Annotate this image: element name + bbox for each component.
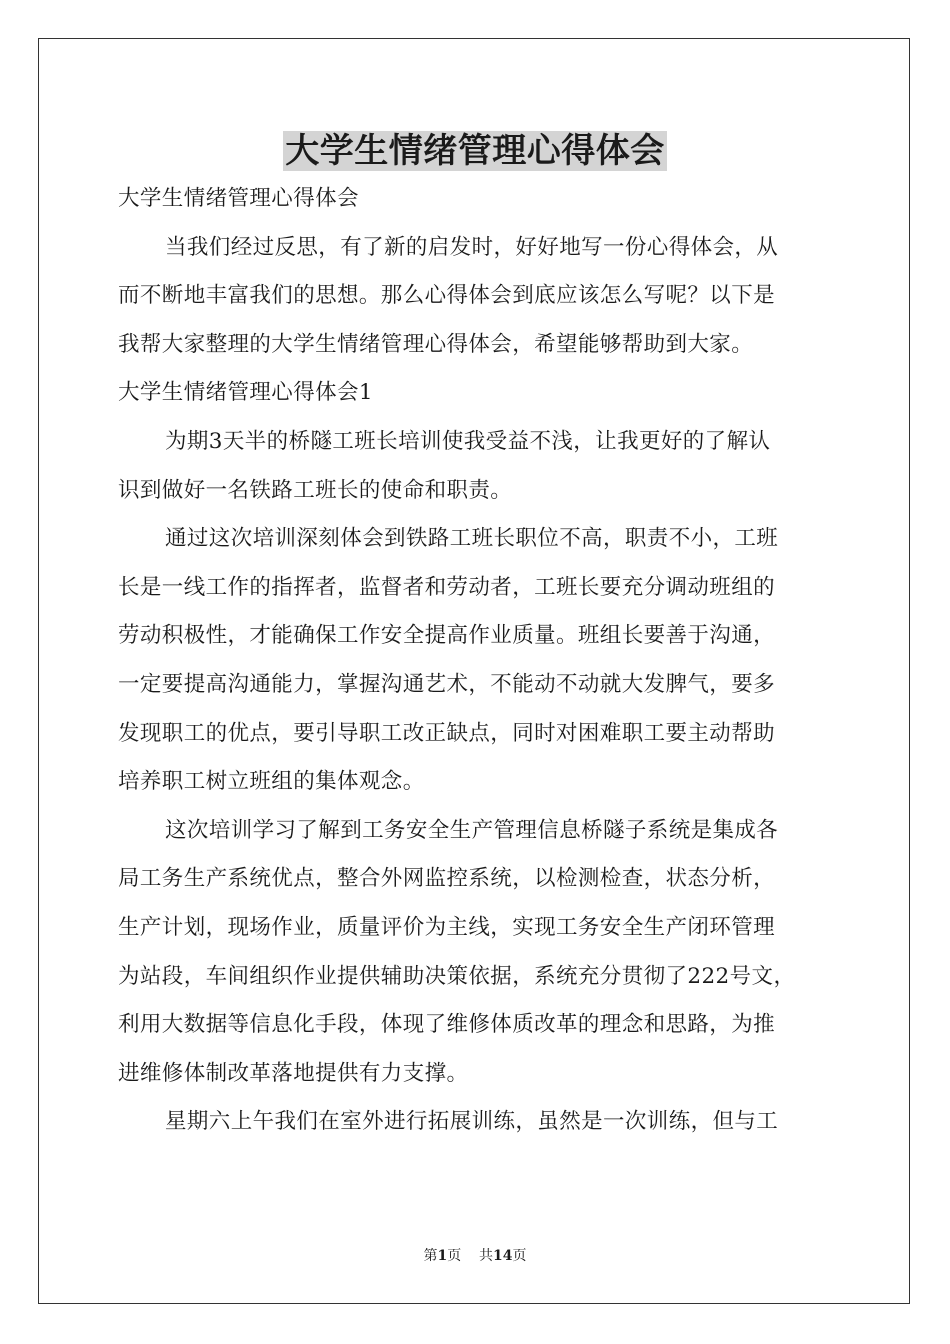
text-line: 一定要提高沟通能力，掌握沟通艺术，不能动不动就大发脾气，要多 xyxy=(118,671,776,697)
document-title: 大学生情绪管理心得体会 xyxy=(285,131,665,171)
text-line: 培养职工树立班组的集体观念。 xyxy=(118,769,425,795)
text-line: 为站段，车间组织作业提供辅助决策依据，系统充分贯彻了222号文， xyxy=(118,963,796,989)
footer-prefix: 第 xyxy=(423,1248,438,1264)
text-line: 识到做好一名铁路工班长的使命和职责。 xyxy=(118,477,513,503)
text-line: 大学生情绪管理心得体会1 xyxy=(118,380,373,406)
text-line: 通过这次培训深刻体会到铁路工班长职位不高，职责不小，工班 xyxy=(165,526,779,552)
text-line: 而不断地丰富我们的思想。那么心得体会到底应该怎么写呢？以下是 xyxy=(118,283,776,309)
text-line: 发现职工的优点，要引导职工改正缺点，同时对困难职工要主动帮助 xyxy=(118,720,776,746)
text-line: 进维修体制改革落地提供有力支撑。 xyxy=(118,1060,469,1086)
footer-page-number: 1 xyxy=(437,1248,448,1264)
text-line: 生产计划，现场作业，质量评价为主线，实现工务安全生产闭环管理 xyxy=(118,914,776,940)
footer-total-unit: 页 xyxy=(512,1248,527,1264)
text-line: 大学生情绪管理心得体会 xyxy=(118,186,359,211)
footer-page-unit: 页 xyxy=(447,1248,462,1264)
text-line: 利用大数据等信息化手段，体现了维修体质改革的理念和思路，为推 xyxy=(118,1012,776,1038)
text-line: 当我们经过反思，有了新的启发时，好好地写一份心得体会，从 xyxy=(165,234,779,260)
page-footer xyxy=(0,1247,950,1265)
text-line: 我帮大家整理的大学生情绪管理心得体会，希望能够帮助到大家。 xyxy=(118,331,754,357)
text-line: 为期3天半的桥隧工班长培训使我受益不浅，让我更好的了解认 xyxy=(165,428,771,454)
text-line: 这次培训学习了解到工务安全生产管理信息桥隧子系统是集成各 xyxy=(165,817,779,843)
text-line: 劳动积极性，才能确保工作安全提高作业质量。班组长要善于沟通， xyxy=(118,623,776,649)
footer-total-prefix: 共 xyxy=(479,1248,494,1264)
text-line: 局工务生产系统优点，整合外网监控系统，以检测检查，状态分析， xyxy=(118,866,776,892)
footer-total-pages: 14 xyxy=(493,1248,513,1264)
text-line: 长是一线工作的指挥者，监督者和劳动者，工班长要充分调动班组的 xyxy=(118,574,776,600)
document-body xyxy=(118,175,836,1147)
text-line: 星期六上午我们在室外进行拓展训练，虽然是一次训练，但与工 xyxy=(165,1109,779,1135)
